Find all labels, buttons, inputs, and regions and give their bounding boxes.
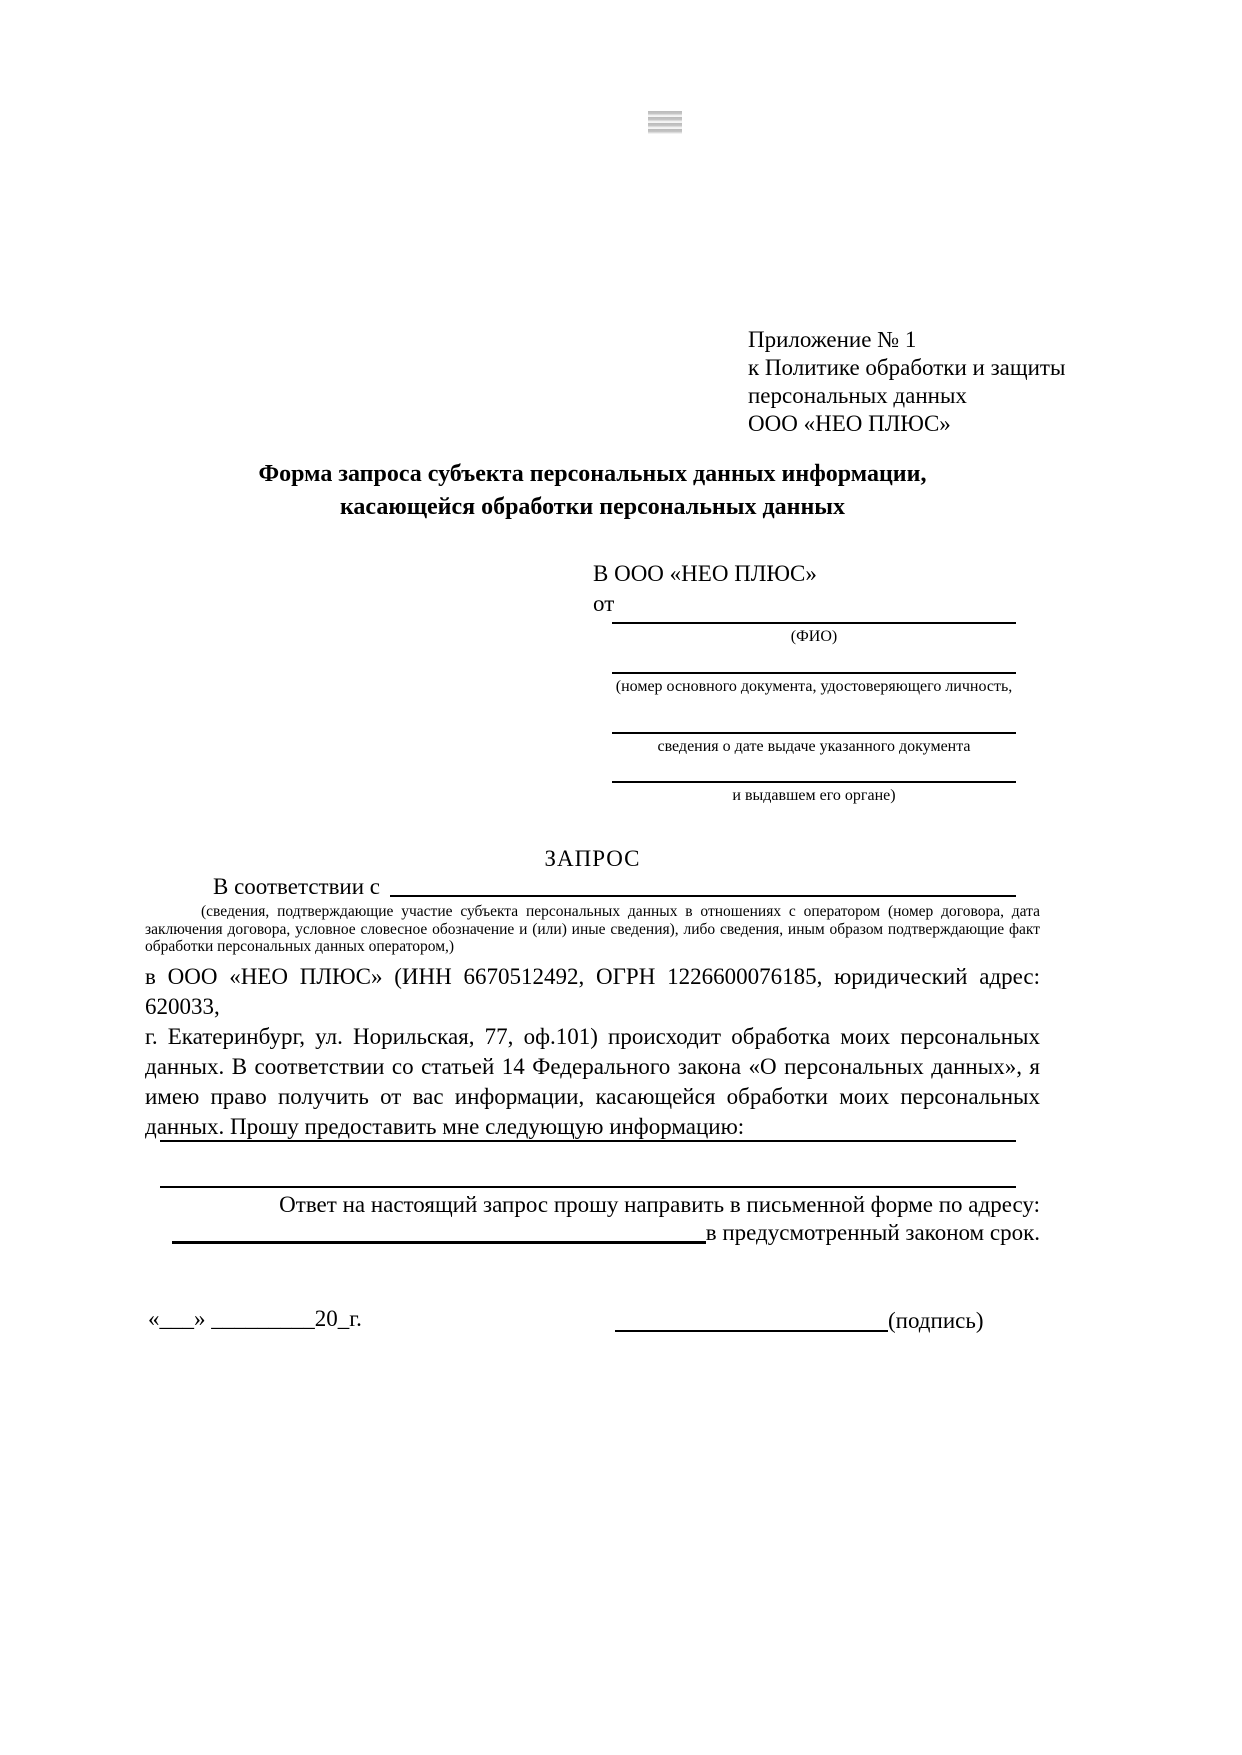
request-body-line: данных. В соответствии со статьей 14 Федерального закона «О персональных данных», я <box>145 1054 1040 1079</box>
fine-print-line: заключения договора, условное словесное обозначение и (или) иные сведения), либо сведения, иным образом подтверждающие факт <box>145 920 1040 938</box>
info-blank-line-1 <box>160 1140 1016 1142</box>
request-body-line: имею право получить от вас информации, касающейся обработки моих персональных <box>145 1084 1040 1109</box>
request-intro-line <box>145 872 1016 900</box>
request-body-line: данных. Прошу предоставить мне следующую информацию: <box>145 1114 745 1139</box>
signature-area <box>615 1306 1015 1334</box>
info-blank-line-2 <box>160 1186 1016 1188</box>
request-body-line: г. Екатеринбург, ул. Норильская, 77, оф.101) происходит обработка моих персональных <box>145 1024 1040 1049</box>
addressee-from-label: от <box>593 591 615 616</box>
fine-print-line: обработки персональных данных оператором,) <box>145 938 455 955</box>
appendix-line: к Политике обработки и защиты <box>748 355 1066 380</box>
issuing-authority-caption: и выдавшем его органе) <box>732 787 896 804</box>
address-blank-line <box>172 1240 706 1244</box>
fio-caption: (ФИО) <box>790 628 838 645</box>
fio-field <box>612 622 1016 646</box>
request-body-line: в ООО «НЕО ПЛЮС» (ИНН 6670512492, ОГРН 1226600076185, юридический адрес: 620033, <box>145 964 1040 1019</box>
document-title-line: Форма запроса субъекта персональных данных информации, <box>258 461 927 487</box>
faded-logo-icon <box>648 111 682 134</box>
appendix-line: Приложение № 1 <box>748 327 917 352</box>
document-number-field <box>612 672 1016 696</box>
issue-date-blank-line <box>612 732 1016 734</box>
issuing-authority-blank-line <box>612 781 1016 783</box>
document-number-caption: (номер основного документа, удостоверяющего личность, <box>615 678 1013 695</box>
fine-print-note <box>145 903 1040 956</box>
answer-address-line <box>145 1218 1040 1246</box>
answer-delivery-line: Ответ на настоящий запрос прошу направить в письменной форме по адресу: <box>279 1192 1040 1217</box>
answer-deadline-text: в предусмотренный законом срок. <box>705 1220 1040 1245</box>
fine-print-line: (сведения, подтверждающие участие субъекта персональных данных в отношениях с оператором (номер договора, дата <box>201 903 1040 920</box>
appendix-line: персональных данных <box>748 383 967 408</box>
request-intro-blank-line <box>390 894 1016 897</box>
request-body <box>145 962 1040 1142</box>
appendix-line: ООО «НЕО ПЛЮС» <box>748 411 951 436</box>
issue-date-field <box>612 732 1016 756</box>
document-title <box>145 458 1040 524</box>
fio-blank-line <box>612 622 1016 624</box>
document-title-line: касающейся обработки персональных данных <box>339 494 846 520</box>
request-intro-prefix: В соответствии с <box>213 874 381 899</box>
document-number-blank-line <box>612 672 1016 674</box>
signature-blank-line <box>615 1329 888 1332</box>
signature-caption: (подпись) <box>888 1308 984 1333</box>
date-blank: «___» _________20_г. <box>148 1306 362 1331</box>
appendix-block <box>748 326 1168 438</box>
issuing-authority-field <box>612 781 1016 805</box>
request-heading: ЗАПРОС <box>544 846 641 871</box>
addressee-to: В ООО «НЕО ПЛЮС» <box>593 561 817 586</box>
issue-date-caption: сведения о дате выдаче указанного документа <box>657 738 971 755</box>
